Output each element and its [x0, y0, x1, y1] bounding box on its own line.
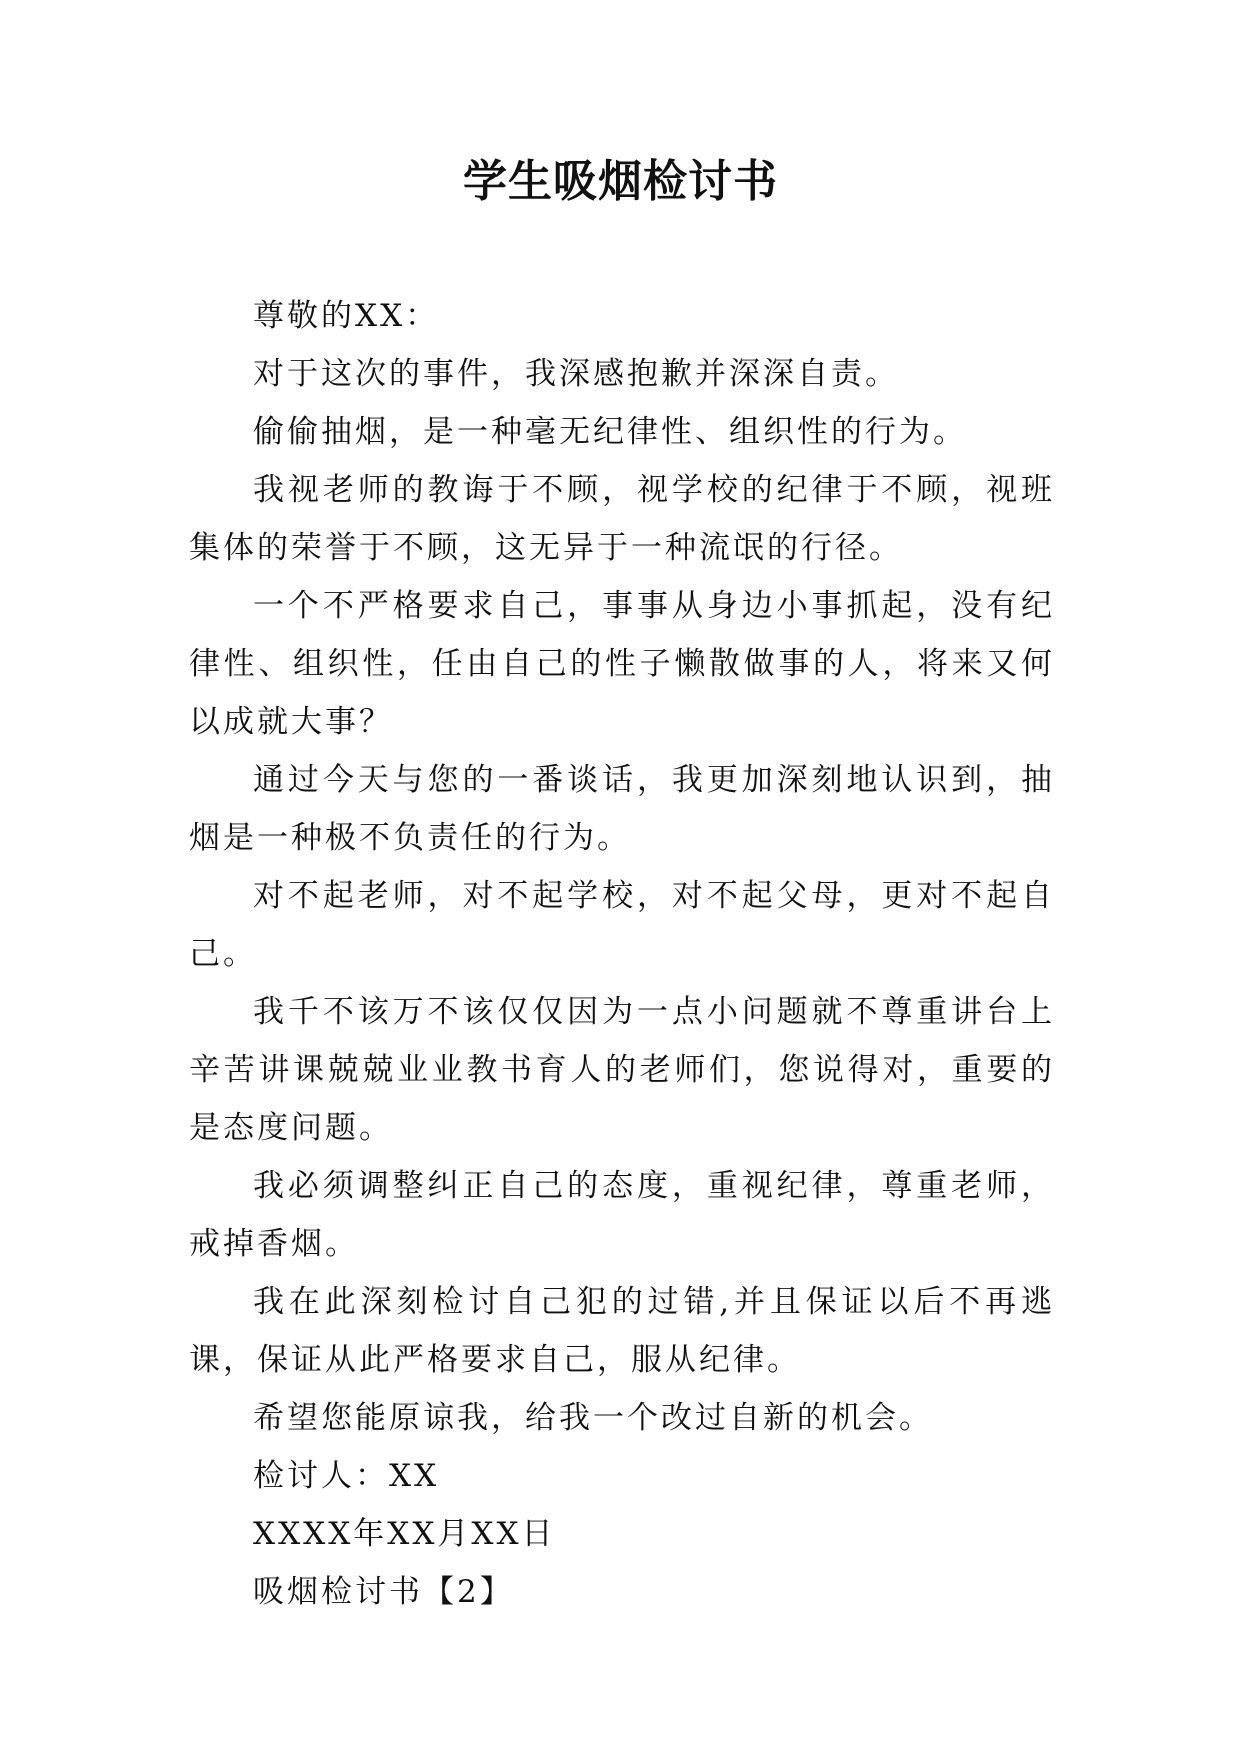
- body-paragraph: 一个不严格要求自己，事事从身边小事抓起，没有纪律性、组织性，任由自己的性子懒散做事的人，将来又何以成就大事？: [189, 588, 1055, 740]
- section-heading: 吸烟检讨书【2】: [253, 1574, 514, 1610]
- salutation: 尊敬的XX：: [253, 298, 440, 334]
- document-title: 学生吸烟检讨书: [463, 156, 778, 207]
- body-paragraph: 通过今天与您的一番谈话，我更加深刻地认识到，抽烟是一种极不负责任的行为。: [189, 762, 1055, 856]
- body-paragraph: 我千不该万不该仅仅因为一点小问题就不尊重讲台上辛苦讲课兢兢业业教书育人的老师们，您说得对，重要的是态度问题。: [189, 994, 1055, 1146]
- document-body: [189, 287, 1055, 1621]
- body-paragraph: 我在此深刻检讨自己犯的过错,并且保证以后不再逃课，保证从此严格要求自己，服从纪律。: [189, 1284, 1055, 1378]
- date-line: XXXX年XX月XX日: [253, 1516, 556, 1552]
- body-paragraph: 我视老师的教诲于不顾，视学校的纪律于不顾，视班集体的荣誉于不顾，这无异于一种流氓的行径。: [189, 472, 1055, 566]
- body-paragraph: 偷偷抽烟，是一种毫无纪律性、组织性的行为。: [253, 414, 967, 450]
- signature-line: 检讨人：XX: [253, 1458, 440, 1494]
- body-paragraph: 对于这次的事件，我深感抱歉并深深自责。: [253, 356, 899, 392]
- body-paragraph: 希望您能原谅我，给我一个改过自新的机会。: [253, 1400, 933, 1436]
- body-paragraph: 我必须调整纠正自己的态度，重视纪律，尊重老师，戒掉香烟。: [189, 1168, 1055, 1262]
- body-paragraph: 对不起老师，对不起学校，对不起父母，更对不起自己。: [189, 878, 1055, 972]
